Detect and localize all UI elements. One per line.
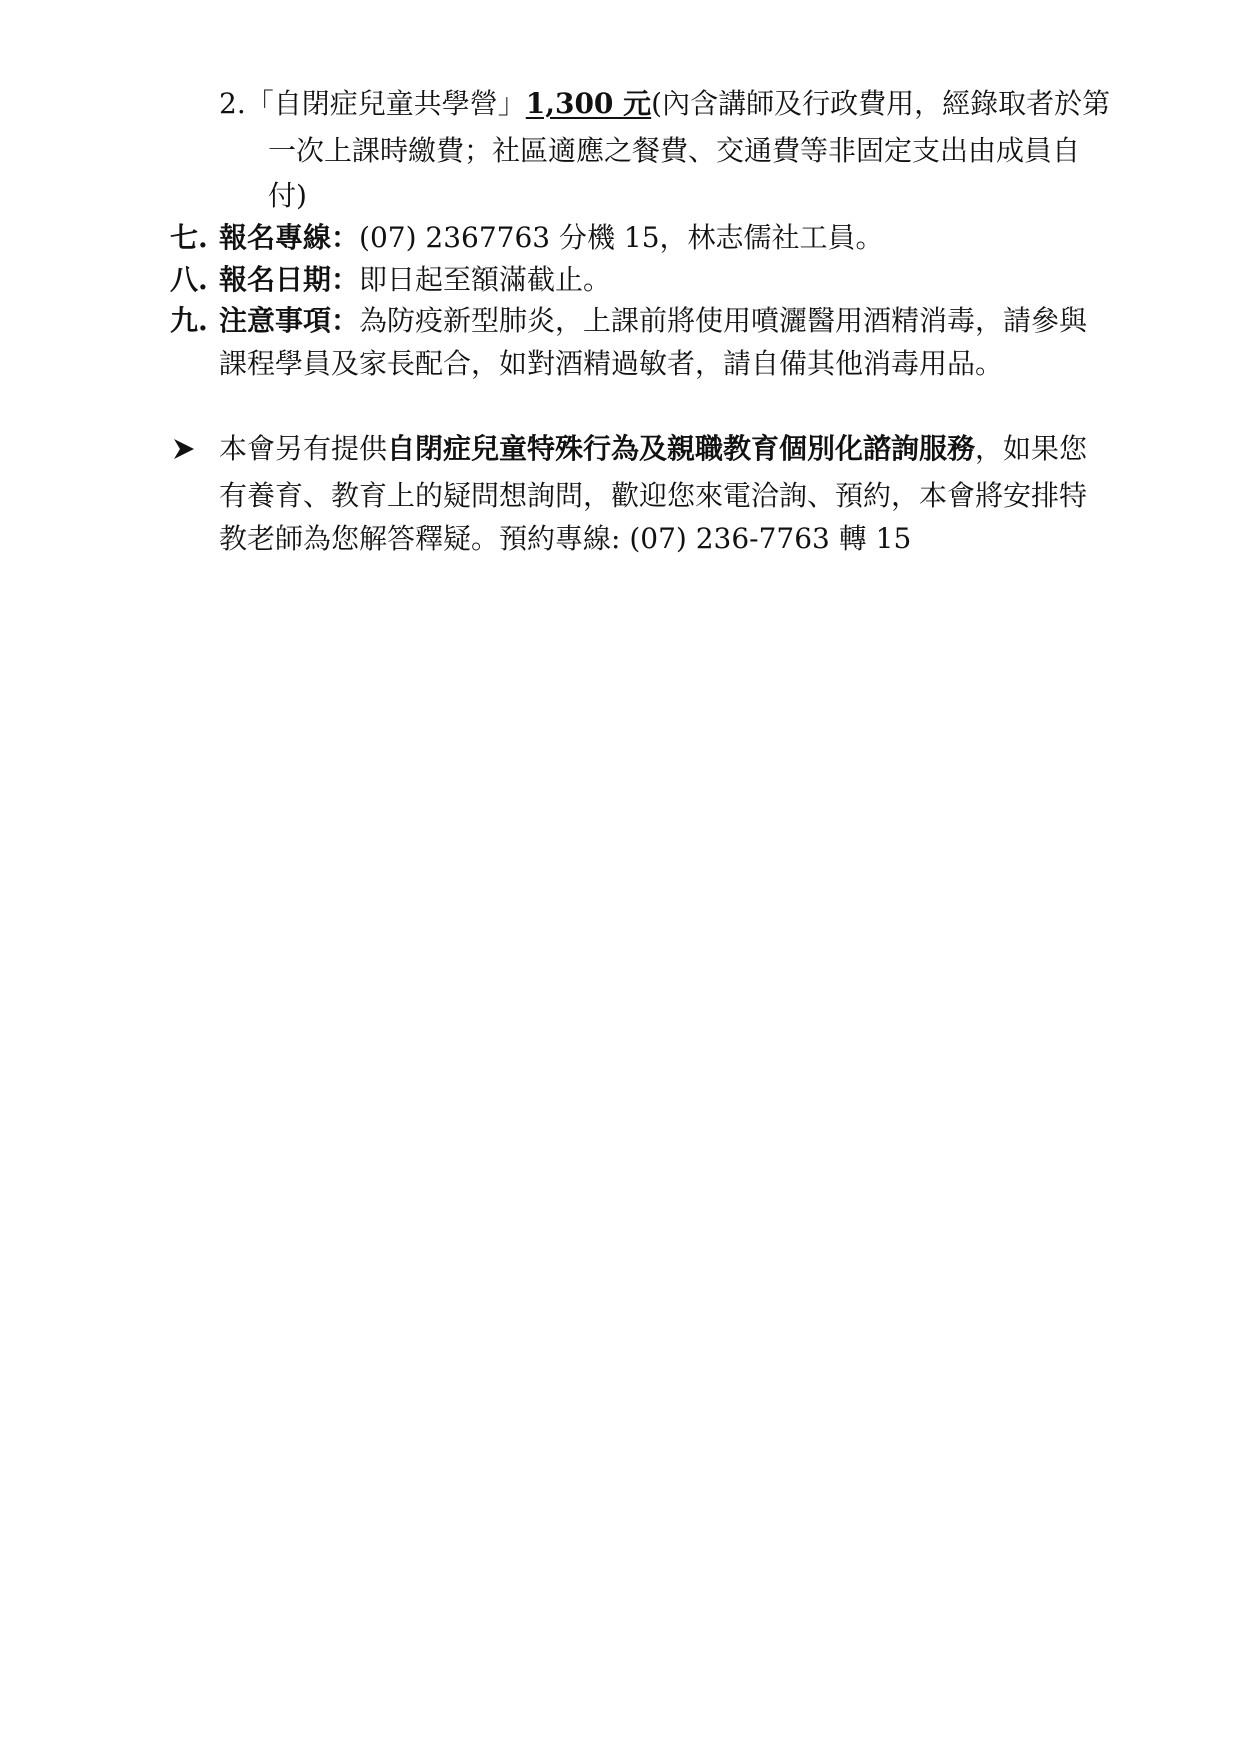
section-marker: 七.	[170, 221, 208, 254]
item-2-line-1	[219, 86, 1110, 122]
section-marker: 八.	[170, 263, 208, 296]
section-label: 報名日期：	[219, 263, 360, 296]
arrow-bullet-icon	[172, 437, 196, 461]
item-2-line-3: 付)	[268, 179, 307, 212]
item-2-title: 「自閉症兒童共學營」	[245, 87, 526, 120]
item-2-number: 2.	[219, 87, 246, 120]
note-line-2: 有養育、教育上的疑問想詢問，歡迎您來電洽詢、預約，本會將安排特	[219, 479, 1088, 512]
section-notice-line-2: 課程學員及家長配合，如對酒精過敏者，請自備其他消毒用品。	[219, 347, 1004, 380]
note-line-3: 教老師為您解答釋疑。預約專線: (07) 236-7763 轉 15	[219, 522, 912, 555]
item-2-line-2: 一次上課時繳費；社區適應之餐費、交通費等非固定支出由成員自	[268, 134, 1081, 167]
item-2-detail: (內含講師及行政費用，經錄取者於第	[651, 87, 1111, 120]
note-lead: 本會另有提供	[219, 432, 388, 465]
section-marker: 九.	[170, 304, 208, 337]
section-label: 報名專線：	[219, 221, 360, 254]
note-line-1	[219, 431, 1087, 467]
section-text: 為防疫新型肺炎，上課前將使用噴灑醫用酒精消毒，請參與	[359, 304, 1088, 337]
note-tail: ，如果您	[975, 432, 1088, 465]
section-text: (07) 2367763 分機 15，林志儒社工員。	[359, 221, 884, 254]
note-service-name: 自閉症兒童特殊行為及親職教育個別化諮詢服務	[387, 432, 976, 465]
section-label: 注意事項：	[219, 304, 360, 337]
item-2-price: 1,300 元	[525, 87, 652, 120]
section-text: 即日起至額滿截止。	[359, 263, 612, 296]
